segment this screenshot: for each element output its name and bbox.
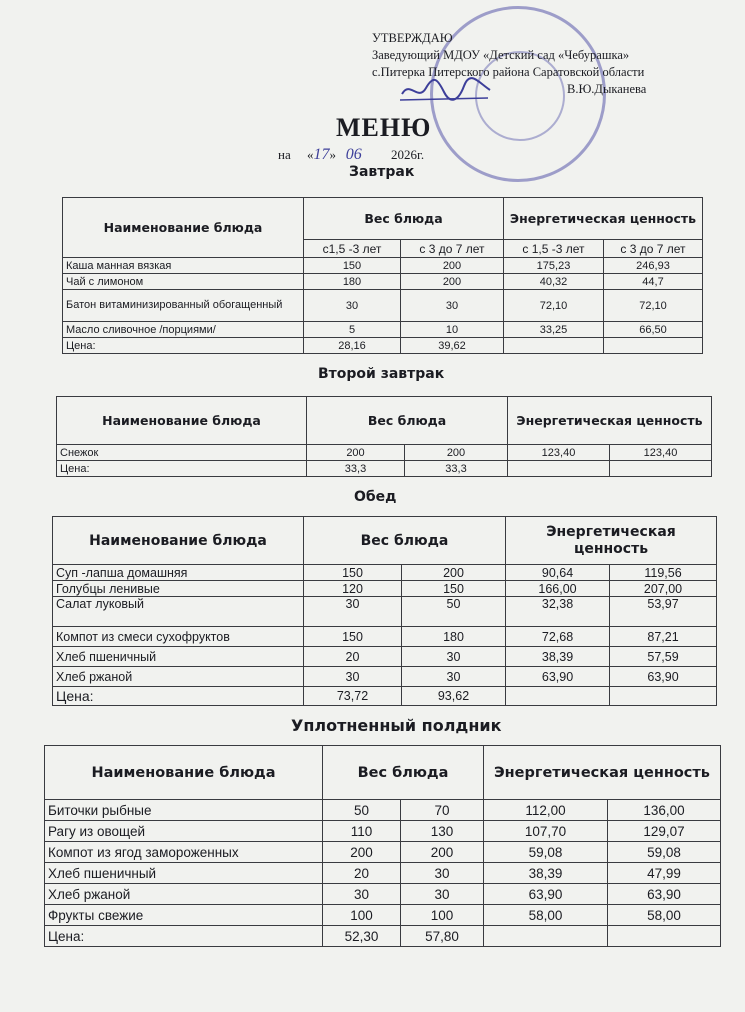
table-row: [45, 884, 721, 905]
weight-large: 130: [401, 821, 484, 842]
energy-small: 38,39: [506, 647, 610, 667]
weight-large: 200: [405, 445, 508, 461]
energy-small: 72,10: [504, 290, 604, 322]
dish-name: Суп -лапша домашняя: [53, 565, 304, 581]
header-weight: Вес блюда: [304, 517, 506, 565]
weight-small: 100: [323, 905, 401, 926]
approval-title: УТВЕРЖДАЮ: [372, 31, 453, 45]
weight-large: 30: [401, 884, 484, 905]
header-energy: Энергетическая ценность: [506, 517, 717, 565]
weight-small: 200: [323, 842, 401, 863]
weight-large: 200: [401, 274, 504, 290]
energy-large: 72,10: [604, 290, 703, 322]
price-large: 93,62: [402, 687, 506, 706]
header-weight: Вес блюда: [304, 198, 504, 240]
table-row: [45, 863, 721, 884]
price-label: Цена:: [53, 687, 304, 706]
weight-small: 30: [304, 597, 402, 627]
table-row: [45, 800, 721, 821]
price-row: [63, 338, 703, 354]
price-small: 28,16: [304, 338, 401, 354]
table-row: [53, 627, 717, 647]
header-dish: Наименование блюда: [63, 198, 304, 258]
header-age-1: с1,5 -3 лет: [304, 240, 401, 258]
energy-small: 123,40: [508, 445, 610, 461]
table-row: [53, 565, 717, 581]
price-row: [57, 461, 712, 477]
table-row: [63, 290, 703, 322]
price-large: 39,62: [401, 338, 504, 354]
header-dish: Наименование блюда: [57, 397, 307, 445]
energy-large: 47,99: [608, 863, 721, 884]
dish-name: Хлеб ржаной: [45, 884, 323, 905]
weight-large: 200: [401, 842, 484, 863]
energy-large: 59,08: [608, 842, 721, 863]
energy-small: 166,00: [506, 581, 610, 597]
weight-small: 30: [323, 884, 401, 905]
dish-name: Чай с лимоном: [63, 274, 304, 290]
date-year: 2026г.: [390, 147, 425, 162]
date-day: 17: [313, 146, 330, 163]
energy-large: 87,21: [610, 627, 717, 647]
dish-name: Хлеб пшеничный: [45, 863, 323, 884]
header-age-4: с 3 до 7 лет: [604, 240, 703, 258]
price-row: [45, 926, 721, 947]
table-row: [53, 597, 717, 627]
dish-name: Хлеб пшеничный: [53, 647, 304, 667]
weight-small: 5: [304, 322, 401, 338]
header-dish: Наименование блюда: [45, 746, 323, 800]
date-open-quote: «: [306, 147, 314, 162]
approval-position: Заведующий МДОУ «Детский сад «Чебурашка»: [372, 48, 630, 62]
energy-large: 63,90: [608, 884, 721, 905]
dish-name: Компот из ягод замороженных: [45, 842, 323, 863]
second-breakfast-table: [56, 396, 712, 477]
energy-small: 59,08: [484, 842, 608, 863]
dish-name: Рагу из овощей: [45, 821, 323, 842]
section-title-second-breakfast: Второй завтрак: [318, 366, 445, 382]
weight-large: 100: [401, 905, 484, 926]
weight-small: 200: [307, 445, 405, 461]
header-dish: Наименование блюда: [53, 517, 304, 565]
energy-small: 32,38: [506, 597, 610, 627]
energy-large: 44,7: [604, 274, 703, 290]
dish-name: Батон витаминизированный обогащенный: [63, 290, 304, 322]
menu-date: [278, 146, 424, 164]
table-row: [53, 667, 717, 687]
energy-small: 38,39: [484, 863, 608, 884]
approval-location: с.Питерка Питерского района Саратовской области: [372, 65, 645, 79]
header-age-2: с 3 до 7 лет: [401, 240, 504, 258]
dish-name: Компот из смеси сухофруктов: [53, 627, 304, 647]
energy-large: 123,40: [610, 445, 712, 461]
table-row: [53, 581, 717, 597]
weight-small: 120: [304, 581, 402, 597]
energy-large: 207,00: [610, 581, 717, 597]
weight-small: 150: [304, 627, 402, 647]
energy-large: 63,90: [610, 667, 717, 687]
energy-large: 119,56: [610, 565, 717, 581]
price-large: 33,3: [405, 461, 508, 477]
weight-large: 10: [401, 322, 504, 338]
weight-large: 200: [402, 565, 506, 581]
energy-small: 58,00: [484, 905, 608, 926]
weight-large: 50: [402, 597, 506, 627]
energy-large: 136,00: [608, 800, 721, 821]
price-large: 57,80: [401, 926, 484, 947]
section-title-lunch: Обед: [354, 489, 397, 505]
energy-small: 72,68: [506, 627, 610, 647]
energy-large: 129,07: [608, 821, 721, 842]
dish-name: Масло сливочное /порциями/: [63, 322, 304, 338]
header-age-3: с 1,5 -3 лет: [504, 240, 604, 258]
price-small: 33,3: [307, 461, 405, 477]
energy-small: 175,23: [504, 258, 604, 274]
energy-small: 63,90: [506, 667, 610, 687]
weight-large: 30: [402, 667, 506, 687]
table-row: [63, 274, 703, 290]
approval-name: В.Ю.Дыканева: [567, 82, 647, 96]
header-weight: Вес блюда: [307, 397, 508, 445]
weight-small: 150: [304, 258, 401, 274]
header-energy: Энергетическая ценность: [508, 397, 712, 445]
price-small: 52,30: [323, 926, 401, 947]
energy-small: 90,64: [506, 565, 610, 581]
weight-small: 180: [304, 274, 401, 290]
header-energy: Энергетическая ценность: [484, 746, 721, 800]
dish-name: Фрукты свежие: [45, 905, 323, 926]
table-row: [57, 445, 712, 461]
energy-large: 53,97: [610, 597, 717, 627]
date-month: 06: [345, 146, 362, 163]
weight-small: 30: [304, 667, 402, 687]
price-label: Цена:: [63, 338, 304, 354]
price-small: 73,72: [304, 687, 402, 706]
weight-large: 200: [401, 258, 504, 274]
table-row: [45, 821, 721, 842]
section-title-snack: Уплотненный полдник: [291, 716, 502, 735]
section-title-breakfast: Завтрак: [349, 164, 415, 180]
weight-large: 30: [401, 863, 484, 884]
energy-large: 57,59: [610, 647, 717, 667]
energy-small: 33,25: [504, 322, 604, 338]
weight-small: 150: [304, 565, 402, 581]
weight-small: 50: [323, 800, 401, 821]
table-row: [45, 842, 721, 863]
energy-small: 40,32: [504, 274, 604, 290]
energy-small: 107,70: [484, 821, 608, 842]
energy-small: 112,00: [484, 800, 608, 821]
dish-name: Каша манная вязкая: [63, 258, 304, 274]
weight-small: 30: [304, 290, 401, 322]
dish-name: Голубцы ленивые: [53, 581, 304, 597]
weight-large: 180: [402, 627, 506, 647]
table-row: [63, 322, 703, 338]
weight-large: 70: [401, 800, 484, 821]
dish-name: Биточки рыбные: [45, 800, 323, 821]
energy-large: 58,00: [608, 905, 721, 926]
table-row: [53, 647, 717, 667]
weight-small: 20: [304, 647, 402, 667]
breakfast-table: [62, 197, 703, 354]
approval-block: [372, 30, 646, 98]
energy-large: 66,50: [604, 322, 703, 338]
weight-large: 30: [401, 290, 504, 322]
price-row: [53, 687, 717, 706]
dish-name: Снежок: [57, 445, 307, 461]
weight-large: 30: [402, 647, 506, 667]
weight-small: 20: [323, 863, 401, 884]
weight-large: 150: [402, 581, 506, 597]
weight-small: 110: [323, 821, 401, 842]
date-prefix: на: [278, 147, 291, 162]
price-label: Цена:: [45, 926, 323, 947]
lunch-table: [52, 516, 717, 706]
snack-table: [44, 745, 721, 947]
date-close-quote: »: [329, 147, 336, 162]
header-energy: Энергетическая ценность: [504, 198, 703, 240]
price-label: Цена:: [57, 461, 307, 477]
energy-small: 63,90: [484, 884, 608, 905]
header-weight: Вес блюда: [323, 746, 484, 800]
table-row: [45, 905, 721, 926]
energy-large: 246,93: [604, 258, 703, 274]
page-title: МЕНЮ: [336, 113, 432, 142]
dish-name: Хлеб ржаной: [53, 667, 304, 687]
dish-name: Салат луковый: [53, 597, 304, 627]
table-row: [63, 258, 703, 274]
